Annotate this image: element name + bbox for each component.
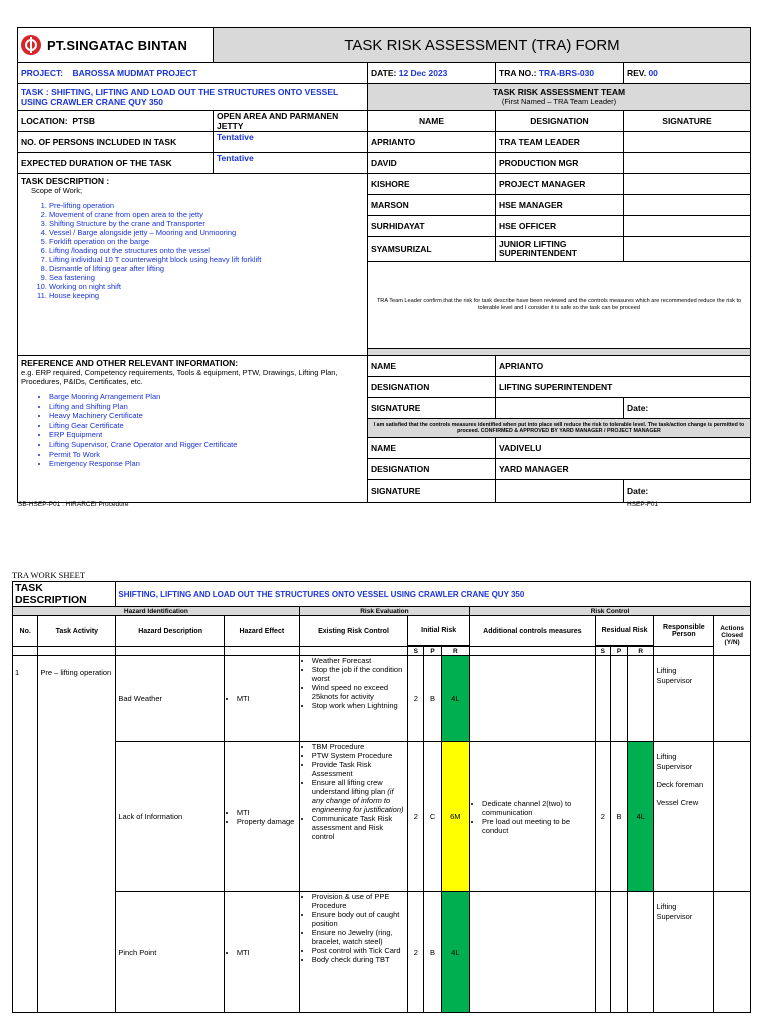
duration-value: Tentative <box>214 153 368 174</box>
team-name-5: SURHIDAYAT <box>368 216 496 237</box>
reference-text: e.g. ERP required, Competency requirements, Tools & equipment, PTW, Drawings, Lifting Plan, Procedures, P&IDs, Certificates, etc. <box>21 368 338 386</box>
task-value: SHIFTING, LIFTING AND LOAD OUT THE STRUCTURES ONTO VESSEL USING CRAWLER CRANE QUY 350 <box>21 87 339 107</box>
existing-item: • Communicate Task Risk assessment and Risk control <box>312 814 405 841</box>
reference-label: REFERENCE AND OTHER RELEVANT INFORMATION: <box>21 358 239 368</box>
team-name-4: MARSON <box>368 195 496 216</box>
signoff2-name-label: NAME <box>368 438 496 459</box>
existing-item: • Wind speed no exceed 25knots for activity <box>312 683 405 701</box>
rev-cell <box>624 63 751 84</box>
reference-item: • Lifting Gear Certificate <box>49 421 364 430</box>
date-value: 12 Dec 2023 <box>398 68 448 78</box>
worksheet-label: TRA WORK SHEET <box>12 570 86 580</box>
date-label: DATE: <box>371 68 397 78</box>
effect-list <box>227 694 297 703</box>
form-title: TASK RISK ASSESSMENT (TRA) FORM <box>214 28 751 63</box>
row-additional <box>470 892 596 1013</box>
scope-item: 8. Dismantle of lifting gear after lifting <box>49 264 364 273</box>
row-closed[interactable] <box>714 892 751 1013</box>
row-existing <box>299 656 407 742</box>
persons-value: Tentative <box>214 132 368 153</box>
team-signature-1[interactable] <box>624 132 751 153</box>
location-value: PTSB <box>72 116 95 126</box>
residual-r-value <box>628 656 654 742</box>
existing-item: • Body check during TBT <box>312 955 405 964</box>
signoff2-designation-label: DESIGNATION <box>368 459 496 480</box>
initial-r-value: 4L <box>441 892 469 1013</box>
team-designation-5: HSE OFFICER <box>496 216 624 237</box>
col-actions-closed: Actions Closed (Y/N) <box>714 616 751 656</box>
project-cell <box>18 63 368 84</box>
team-designation-2: PRODUCTION MGR <box>496 153 624 174</box>
scope-label: Scope of Work; <box>31 186 83 195</box>
spr-blank <box>470 647 596 656</box>
scope-item: 1. Pre-lifting operation <box>49 201 364 210</box>
task-description-label: TASK DESCRIPTION : <box>21 176 110 186</box>
existing-item: • Provide Task Risk Assessment <box>312 760 405 778</box>
signoff1-date-label: Date: <box>624 398 751 419</box>
scope-list <box>21 201 364 300</box>
team-signature-2[interactable] <box>624 153 751 174</box>
scope-item: 10. Working on night shift <box>49 282 364 291</box>
scope-item: 7. Lifting individual 10 T counterweight block using heavy lift forklift <box>49 255 364 264</box>
scope-item: 11. House keeping <box>49 291 364 300</box>
footer-procedure: SB-HSEP-P01 : HIRARCEI Procedure <box>18 501 129 508</box>
existing-item: • Ensure no Jewelry (ring, bracelet, watch steel) <box>312 928 405 946</box>
col-hazard-effect: Hazard Effect <box>224 616 299 647</box>
spr-blank <box>654 647 714 656</box>
tra-no-label: TRA NO.: <box>499 68 537 78</box>
residual-r: R <box>628 647 654 656</box>
row-person: Lifting Supervisor <box>654 656 714 742</box>
signoff1-name-label: NAME <box>368 356 496 377</box>
residual-s-value <box>595 892 610 1013</box>
scope-item: 6. Lifting /loading out the structures onto the vessel <box>49 246 364 255</box>
existing-item: • Weather Forecast <box>312 656 405 665</box>
team-col-designation: DESIGNATION <box>496 111 624 132</box>
additional-item: • Dedicate channel 2(two) to communication <box>482 799 593 817</box>
residual-s-value <box>595 656 610 742</box>
existing-list <box>302 892 405 964</box>
scope-item: 5. Forklift operation on the barge <box>49 237 364 246</box>
col-hazard-description: Hazard Description <box>116 616 224 647</box>
team-signature-6[interactable] <box>624 237 751 262</box>
reference-item: • Lifting Supervisor, Crane Operator and Rigger Certificate <box>49 440 364 449</box>
person-name: Lifting Supervisor <box>656 752 693 771</box>
reference-item: • Barge Mooring Arrangement Plan <box>49 392 364 401</box>
col-responsible-person: Responsible Person <box>654 616 714 647</box>
team-name-2: DAVID <box>368 153 496 174</box>
existing-item <box>312 778 405 814</box>
existing-item: • Stop work when Lightning <box>312 701 405 710</box>
residual-p-value <box>610 892 627 1013</box>
tra-no-cell <box>496 63 624 84</box>
spr-blank <box>224 647 299 656</box>
group-hazard-identification: Hazard Identification <box>13 607 300 616</box>
existing-item: • Ensure body out of caught position <box>312 910 405 928</box>
spr-blank <box>116 647 224 656</box>
effect-item: • MTI <box>237 694 297 703</box>
col-existing-control: Existing Risk Control <box>299 616 407 647</box>
residual-r-value <box>628 892 654 1013</box>
reference-item: • Emergency Response Plan <box>49 459 364 468</box>
row-closed[interactable] <box>714 656 751 742</box>
team-signature-4[interactable] <box>624 195 751 216</box>
team-designation-3: PROJECT MANAGER <box>496 174 624 195</box>
team-name-1: APRIANTO <box>368 132 496 153</box>
initial-s-value: 2 <box>408 656 424 742</box>
team-designation-1: TRA TEAM LEADER <box>496 132 624 153</box>
worksheet-table <box>12 581 751 1013</box>
existing-note: (if any change of inform to engineering for justification) <box>311 787 404 814</box>
residual-p-value: B <box>610 742 627 892</box>
signoff2-designation: YARD MANAGER <box>496 459 751 480</box>
initial-r-value: 4L <box>441 656 469 742</box>
existing-list <box>302 742 405 841</box>
team-designation-6: JUNIOR LIFTING SUPERINTENDENT <box>496 237 624 262</box>
team-signature-3[interactable] <box>624 174 751 195</box>
col-additional-controls: Additional controls measures <box>470 616 596 647</box>
person-name: Deck foreman <box>656 780 704 789</box>
initial-p-value: B <box>424 656 441 742</box>
location-area: OPEN AREA AND PARMANEN JETTY <box>214 111 368 132</box>
row-closed[interactable] <box>714 742 751 892</box>
team-subheader: (First Named – TRA Team Leader) <box>501 97 617 106</box>
leader-confirm: TRA Team Leader confirm that the risk for task describe have been reviewed and the controls measures which are recommended reduce the risk to tolerable level and I consider it is safe so the task can be proceed <box>368 262 751 349</box>
row-no: 1 <box>13 656 38 1013</box>
initial-r-value: 6M <box>441 742 469 892</box>
row-person <box>654 742 714 892</box>
reference-list <box>21 392 364 468</box>
additional-item: • Pre load out meeting to be conduct <box>482 817 593 835</box>
residual-p-value <box>610 656 627 742</box>
row-additional <box>470 656 596 742</box>
row-hazard: Pinch Point <box>116 892 224 1013</box>
duration-label: EXPECTED DURATION OF THE TASK <box>18 153 214 174</box>
signoff1-signature[interactable] <box>496 398 624 419</box>
date-cell <box>368 63 496 84</box>
effect-item: • MTI <box>237 808 297 817</box>
project-value: BAROSSA MUDMAT PROJECT <box>72 68 197 78</box>
footer-form-code: HSEP-F01 <box>627 501 659 508</box>
signoff1-name: APRIANTO <box>496 356 751 377</box>
initial-s: S <box>408 647 424 656</box>
row-person: Lifting Supervisor <box>654 892 714 1013</box>
initial-p: P <box>424 647 441 656</box>
existing-item: • Provision & use of PPE Procedure <box>312 892 405 910</box>
existing-item: • Stop the job if the condition worst <box>312 665 405 683</box>
persons-label: NO. OF PERSONS INCLUDED IN TASK <box>18 132 214 153</box>
signoff1-signature-label: SIGNATURE <box>368 398 496 419</box>
worksheet-desc-value: SHIFTING, LIFTING AND LOAD OUT THE STRUCTURES ONTO VESSEL USING CRAWLER CRANE QUY 350 <box>116 582 751 607</box>
reference-item: • ERP Equipment <box>49 430 364 439</box>
worksheet-desc-label: TASK DESCRIPTION <box>13 582 116 607</box>
location-cell <box>18 111 214 132</box>
task-description-cell <box>18 174 368 356</box>
team-signature-5[interactable] <box>624 216 751 237</box>
col-task-activity: Task Activity <box>38 616 116 647</box>
initial-r: R <box>441 647 469 656</box>
reference-cell <box>18 356 368 503</box>
team-col-signature: SIGNATURE <box>624 111 751 132</box>
scope-item: 9. Sea fastening <box>49 273 364 282</box>
signoff2-signature-label: SIGNATURE <box>368 480 496 503</box>
task-label: TASK : <box>21 87 49 97</box>
group-risk-evaluation: Risk Evaluation <box>299 607 469 616</box>
spr-blank <box>13 647 38 656</box>
initial-s-value: 2 <box>408 892 424 1013</box>
reference-item: • Lifting and Shifting Plan <box>49 402 364 411</box>
signoff1-designation-label: DESIGNATION <box>368 377 496 398</box>
scope-item: 2. Movement of crane from open area to the jetty <box>49 210 364 219</box>
project-label: PROJECT: <box>21 68 64 78</box>
signoff1-designation: LIFTING SUPERINTENDENT <box>496 377 751 398</box>
tra-form-table <box>17 27 751 503</box>
row-effect <box>224 656 299 742</box>
row-existing <box>299 892 407 1013</box>
manager-confirm: I am satisfied that the controls measures identified when put into place will reduce the risk to tolerable level. The task/action change is permitted to proceed. CONFIRMED & APPROVED BY YARD MANAGER / PROJECT MANAGER <box>368 419 751 438</box>
residual-r-value: 4L <box>628 742 654 892</box>
residual-s: S <box>595 647 610 656</box>
rev-label: REV. <box>627 68 647 78</box>
company-logo-icon <box>21 35 41 55</box>
row-additional <box>470 742 596 892</box>
existing-item-text: Ensure all lifting crew understand lifting plan <box>311 778 386 796</box>
location-label: LOCATION: <box>21 116 68 126</box>
team-designation-4: HSE MANAGER <box>496 195 624 216</box>
initial-s-value: 2 <box>408 742 424 892</box>
signoff2-name: VADIVELU <box>496 438 751 459</box>
company-name: PT.SINGATAC BINTAN <box>47 37 188 53</box>
effect-list <box>227 808 297 826</box>
residual-s-value: 2 <box>595 742 610 892</box>
signoff2-date-label: Date: <box>624 480 751 503</box>
col-initial-risk: Initial Risk <box>408 616 470 646</box>
team-header-cell <box>368 84 751 111</box>
task-cell <box>18 84 368 111</box>
row-hazard: Lack of Information <box>116 742 224 892</box>
row-activity: Pre – lifting operation <box>38 656 116 1013</box>
existing-item: • Post control with Tick Card <box>312 946 405 955</box>
existing-item: • TBM Procedure <box>312 742 405 751</box>
reference-item: • Permit To Work <box>49 450 364 459</box>
company-logo-cell <box>18 28 214 63</box>
team-name-6: SYAMSURIZAL <box>368 237 496 262</box>
col-residual-risk: Residual Risk <box>595 616 654 646</box>
effect-item: • MTI <box>237 948 297 957</box>
residual-p: P <box>610 647 627 656</box>
col-no: No. <box>13 616 38 647</box>
effect-item: • Property damage <box>237 817 297 826</box>
group-risk-control: Risk Control <box>470 607 751 616</box>
signoff2-signature[interactable] <box>496 480 624 503</box>
reference-item: • Heavy Machinery Certificate <box>49 411 364 420</box>
team-col-name: NAME <box>368 111 496 132</box>
tra-no-value: TRA-BRS-030 <box>538 68 595 78</box>
initial-p-value: C <box>424 742 441 892</box>
row-hazard: Bad Weather <box>116 656 224 742</box>
row-effect <box>224 892 299 1013</box>
person-name: Vessel Crew <box>656 798 699 807</box>
team-header: TASK RISK ASSESSMENT TEAM <box>492 87 626 97</box>
spacer-grey <box>368 349 751 356</box>
spr-blank <box>38 647 116 656</box>
existing-list <box>302 656 405 710</box>
row-effect <box>224 742 299 892</box>
team-name-3: KISHORE <box>368 174 496 195</box>
scope-item: 4. Vessel / Barge alongside jetty – Mooring and Unmooring <box>49 228 364 237</box>
effect-list <box>227 948 297 957</box>
initial-p-value: B <box>424 892 441 1013</box>
scope-item: 3. Shifting Structure by the crane and Transporter <box>49 219 364 228</box>
spr-blank <box>299 647 407 656</box>
additional-list <box>472 799 593 835</box>
existing-item: • PTW System Procedure <box>312 751 405 760</box>
rev-value: 00 <box>648 68 658 78</box>
row-existing <box>299 742 407 892</box>
